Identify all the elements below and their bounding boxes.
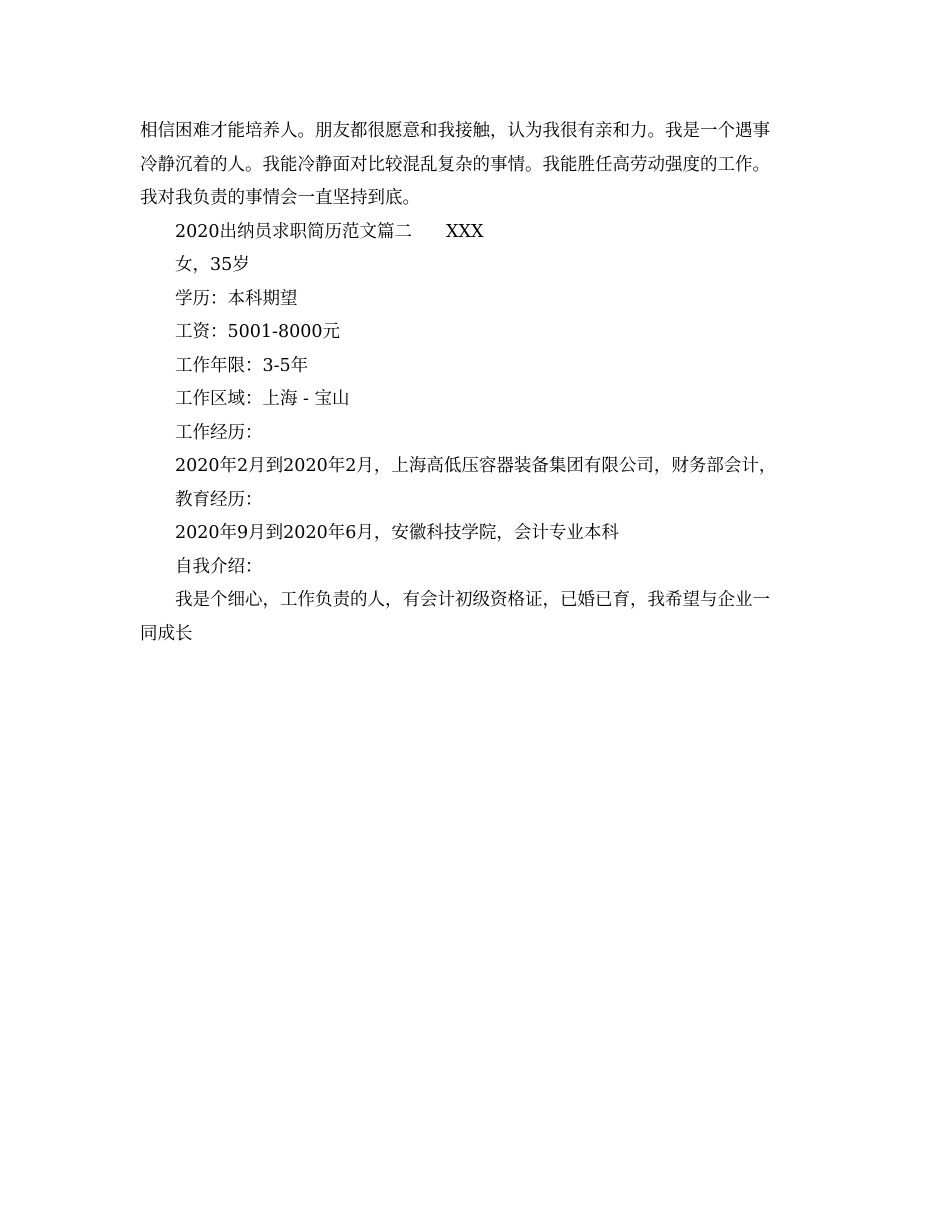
salary: 工资：5001-8000元 [175,322,340,342]
section-name: XXX [446,221,484,242]
gender-age: 女，35岁 [175,255,250,275]
section-title: 2020出纳员求职简历范文篇二 [175,221,413,242]
document-body [140,115,820,651]
intro-line-2: 冷静沉着的人。我能冷静面对比较混乱复杂的事情。我能胜任高劳动强度的工作。 [140,154,770,175]
work-experience-label: 工作经历： [175,422,263,443]
intro-line-1: 相信困难才能培养人。朋友都很愿意和我接触，认为我很有亲和力。我是一个遇事 [140,121,770,141]
intro-line-3: 我对我负责的事情会一直坚持到底。 [140,188,420,208]
education-experience-label: 教育经历： [175,489,263,510]
section-heading [140,216,820,250]
work-experience-item: 2020年2月到2020年2月，上海高低压容器装备集团有限公司，财务部会计， [175,456,777,476]
self-intro-line-2: 同成长 [140,623,193,644]
self-intro-label: 自我介绍： [175,556,263,577]
education: 学历：本科期望 [175,288,298,309]
work-area: 工作区域：上海 - 宝山 [175,389,350,409]
work-years: 工作年限：3-5年 [175,355,309,376]
education-experience-item: 2020年9月到2020年6月，安徽科技学院，会计专业本科 [175,523,619,543]
self-intro-line-1: 我是个细心，工作负责的人，有会计初级资格证，已婚已育，我希望与企业一 [175,590,770,610]
